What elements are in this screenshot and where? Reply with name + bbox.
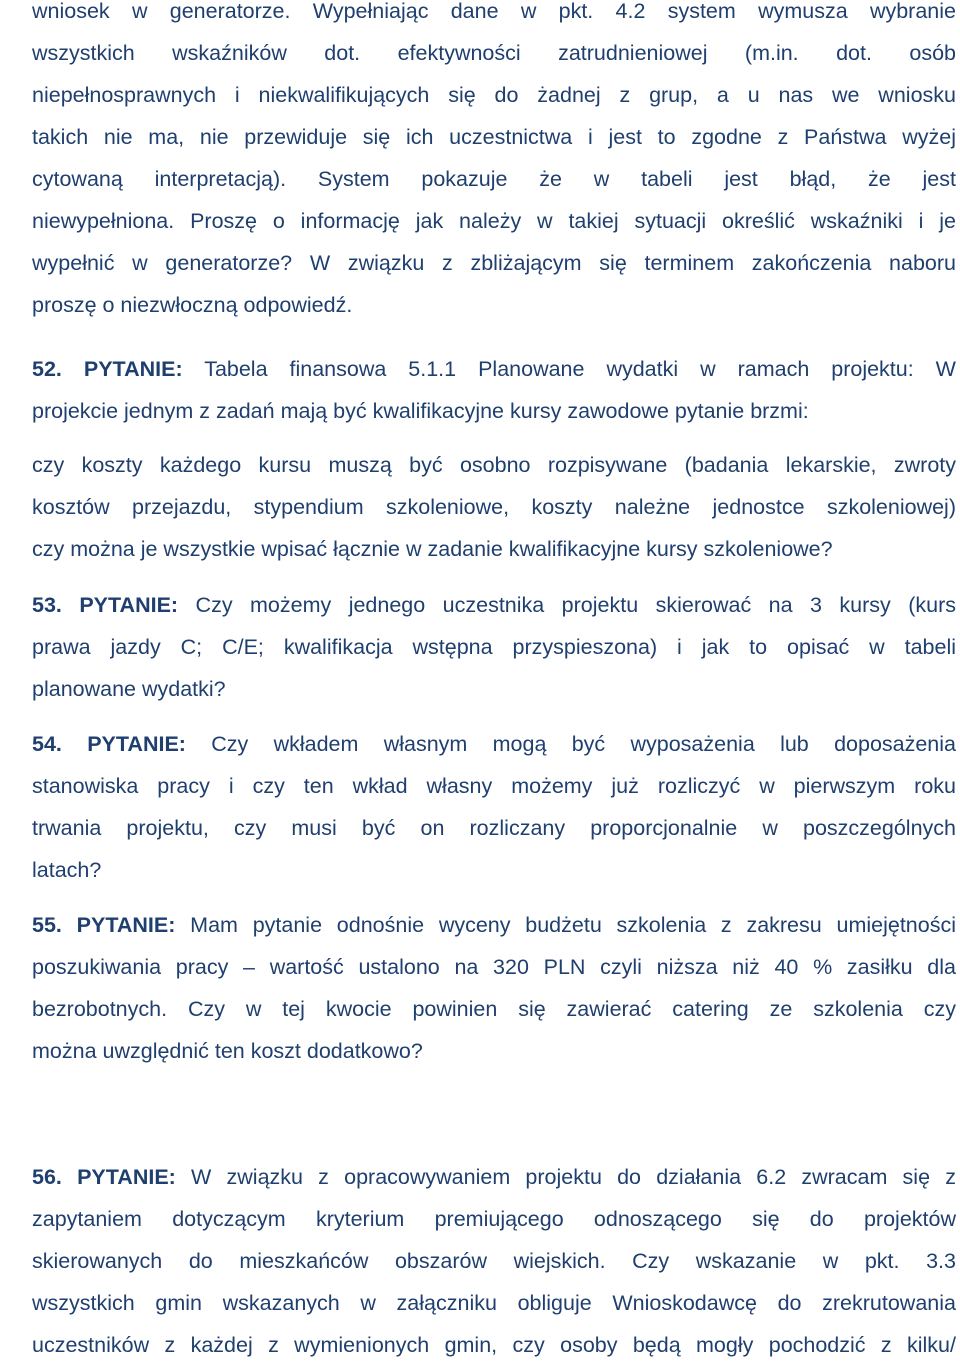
text-line: wszystkich gmin wskazanych w załączniku obliguje Wnioskodawcę do zrekrutowania xyxy=(32,1291,956,1315)
text-line: cytowaną interpretacją). System pokazuje że w tabeli jest błąd, że jest xyxy=(32,167,956,191)
question-label: PYTANIE: xyxy=(77,1165,176,1189)
text-line: zapytaniem dotyczącym kryterium premiującego odnoszącego się do projektów xyxy=(32,1207,956,1231)
question-number: 54. xyxy=(32,732,62,756)
question-label: PYTANIE: xyxy=(83,357,183,381)
question-text: W związku z opracowywaniem projektu do działania 6.2 zwracam się z xyxy=(175,1165,956,1189)
text-line: wszystkich wskaźników dot. efektywności zatrudnieniowej (m.in. dot. osób xyxy=(32,41,956,65)
question-text: Mam pytanie odnośnie wyceny budżetu szkolenia z zakresu umiejętności xyxy=(175,913,956,937)
text-line: latach? xyxy=(32,858,102,882)
text-line: prawa jazdy C; C/E; kwalifikacja wstępna przyspieszona) i jak to opisać w tabeli xyxy=(32,635,956,659)
question-54 xyxy=(32,723,956,891)
text-line: kosztów przejazdu, stypendium szkoleniowe, koszty należne jednostce szkoleniowej) xyxy=(32,495,956,519)
question-label: PYTANIE: xyxy=(76,913,176,937)
question-heading-line xyxy=(32,348,956,390)
question-text: Czy wkładem własnym mogą być wyposażenia lub doposażenia xyxy=(185,732,957,756)
question-53 xyxy=(32,584,956,710)
text-line: niepełnosprawnych i niekwalifikujących się do żadnej z grup, a u nas we wniosku xyxy=(32,83,956,107)
text-line: czy koszty każdego kursu muszą być osobno rozpisywane (badania lekarskie, zwroty xyxy=(32,453,956,477)
question-text: Tabela finansowa 5.1.1 Planowane wydatki w ramach projektu: W xyxy=(182,357,956,381)
text-line: skierowanych do mieszkańców obszarów wiejskich. Czy wskazanie w pkt. 3.3 xyxy=(32,1249,956,1273)
text-line: bezrobotnych. Czy w tej kwocie powinien się zawierać catering ze szkolenia czy xyxy=(32,997,956,1021)
text-line: niewypełniona. Proszę o informację jak należy w takiej sytuacji określić wskaźniki i je xyxy=(32,209,956,233)
question-55 xyxy=(32,904,956,1072)
text-line: czy można je wszystkie wpisać łącznie w zadanie kwalifikacyjne kursy szkoleniowe? xyxy=(32,537,833,561)
question-heading-line xyxy=(32,904,956,946)
text-line: takich nie ma, nie przewiduje się ich uczestnictwa i jest to zgodne z Państwa wyżej xyxy=(32,125,956,149)
intro-paragraph xyxy=(32,0,956,326)
question-number: 56. xyxy=(32,1165,62,1189)
text-line: wniosek w generatorze. Wypełniając dane w pkt. 4.2 system wymusza wybranie xyxy=(32,0,956,23)
text-line: trwania projektu, czy musi być on rozliczany proporcjonalnie w poszczególnych xyxy=(32,816,956,840)
question-number: 55. xyxy=(32,913,62,937)
question-56 xyxy=(32,1156,956,1366)
text-line: wypełnić w generatorze? W związku z zbliżającym się terminem zakończenia naboru xyxy=(32,251,956,275)
question-heading-line xyxy=(32,1156,956,1198)
question-number: 53. xyxy=(32,593,62,617)
question-52-continuation xyxy=(32,444,956,570)
question-52 xyxy=(32,348,956,432)
question-number: 52. xyxy=(32,357,62,381)
question-text: Czy możemy jednego uczestnika projektu skierować na 3 kursy (kurs xyxy=(178,593,956,617)
text-line: uczestników z każdej z wymienionych gmin, czy osoby będą mogły pochodzić z kilku/ xyxy=(32,1333,956,1357)
text-line: poszukiwania pracy – wartość ustalono na 320 PLN czyli niższa niż 40 % zasiłku dla xyxy=(32,955,956,979)
text-line: można uwzględnić ten koszt dodatkowo? xyxy=(32,1039,423,1063)
question-label: PYTANIE: xyxy=(79,593,179,617)
question-heading-line xyxy=(32,584,956,626)
text-line: proszę o niezwłoczną odpowiedź. xyxy=(32,293,353,317)
question-label: PYTANIE: xyxy=(87,732,186,756)
text-line: stanowiska pracy i czy ten wkład własny możemy już rozliczyć w pierwszym roku xyxy=(32,774,956,798)
question-heading-line xyxy=(32,723,956,765)
text-line: projekcie jednym z zadań mają być kwalifikacyjne kursy zawodowe pytanie brzmi: xyxy=(32,399,809,423)
text-line: planowane wydatki? xyxy=(32,677,226,701)
